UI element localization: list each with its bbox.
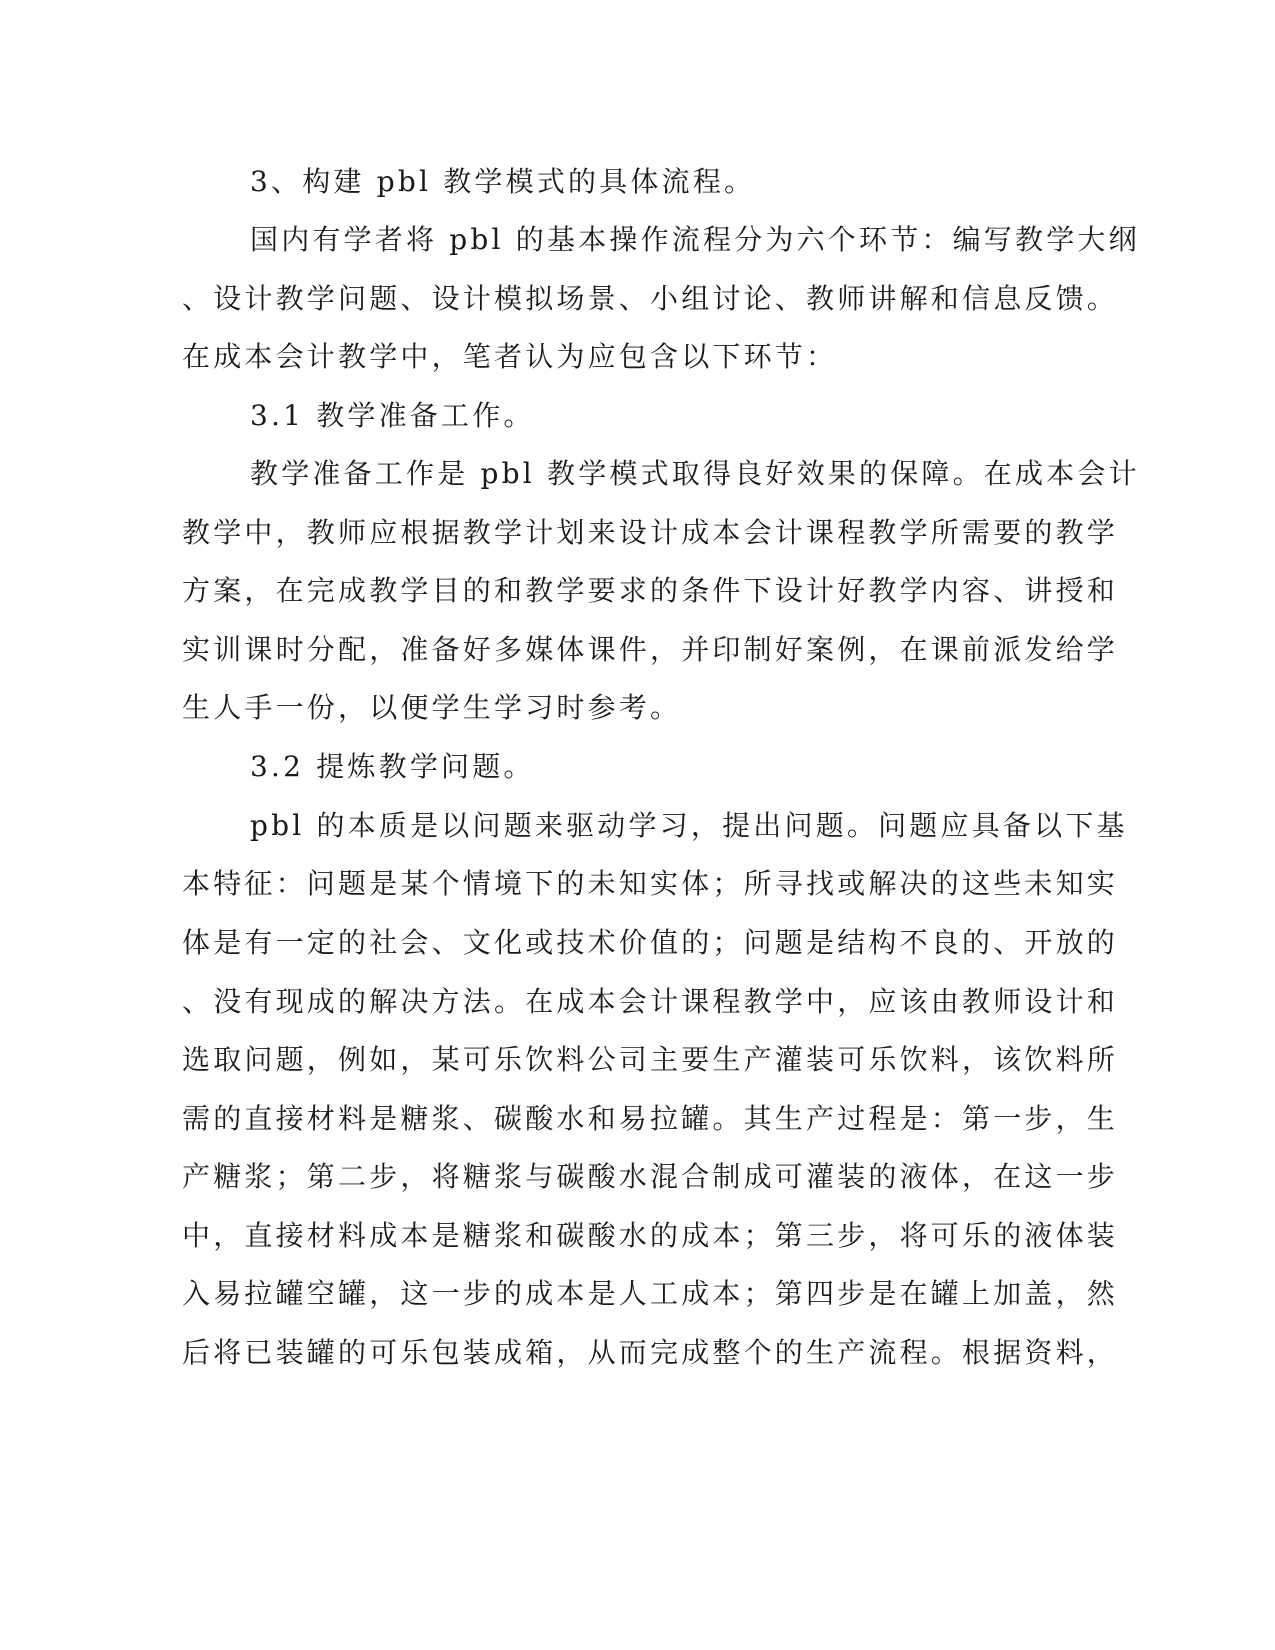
paragraph-line: 需的直接材料是糖浆、碳酸水和易拉罐。其生产过程是：第一步，生 xyxy=(182,1102,1119,1135)
section-heading-3-1: 3.1 教学准备工作。 xyxy=(250,399,535,432)
paragraph-line: 、设计教学问题、设计模拟场景、小组讨论、教师讲解和信息反馈。 xyxy=(182,282,1119,315)
paragraph-line: 方案，在完成教学目的和教学要求的条件下设计好教学内容、讲授和 xyxy=(182,574,1119,607)
paragraph-line: 、没有现成的解决方法。在成本会计课程教学中，应该由教师设计和 xyxy=(182,985,1119,1018)
paragraph-line: 中，直接材料成本是糖浆和碳酸水的成本；第三步，将可乐的液体装 xyxy=(182,1219,1119,1252)
section-heading-3-2: 3.2 提炼教学问题。 xyxy=(250,750,535,783)
paragraph-line: 在成本会计教学中，笔者认为应包含以下环节： xyxy=(182,340,838,373)
paragraph-line: 生人手一份，以便学生学习时参考。 xyxy=(182,691,682,724)
paragraph-line: 国内有学者将 pbl 的基本操作流程分为六个环节：编写教学大纲 xyxy=(250,223,1140,256)
paragraph-line: 教学中，教师应根据教学计划来设计成本会计课程教学所需要的教学 xyxy=(182,516,1119,549)
paragraph-line: 产糖浆；第二步，将糖浆与碳酸水混合制成可灌装的液体，在这一步 xyxy=(182,1160,1119,1193)
paragraph-line: 入易拉罐空罐，这一步的成本是人工成本；第四步是在罐上加盖，然 xyxy=(182,1277,1119,1310)
paragraph-line: 实训课时分配，准备好多媒体课件，并印制好案例，在课前派发给学 xyxy=(182,633,1119,666)
paragraph-line: pbl 的本质是以问题来驱动学习，提出问题。问题应具备以下基 xyxy=(250,809,1128,842)
paragraph-line: 本特征：问题是某个情境下的未知实体；所寻找或解决的这些未知实 xyxy=(182,867,1119,900)
paragraph-line: 教学准备工作是 pbl 教学模式取得良好效果的保障。在成本会计 xyxy=(250,457,1140,490)
paragraph-line: 选取问题，例如，某可乐饮料公司主要生产灌装可乐饮料，该饮料所 xyxy=(182,1043,1119,1076)
paragraph-line: 后将已装罐的可乐包装成箱，从而完成整个的生产流程。根据资料， xyxy=(182,1336,1119,1369)
section-heading-3: 3、构建 pbl 教学模式的具体流程。 xyxy=(250,165,756,198)
paragraph-line: 体是有一定的社会、文化或技术价值的；问题是结构不良的、开放的 xyxy=(182,926,1119,959)
